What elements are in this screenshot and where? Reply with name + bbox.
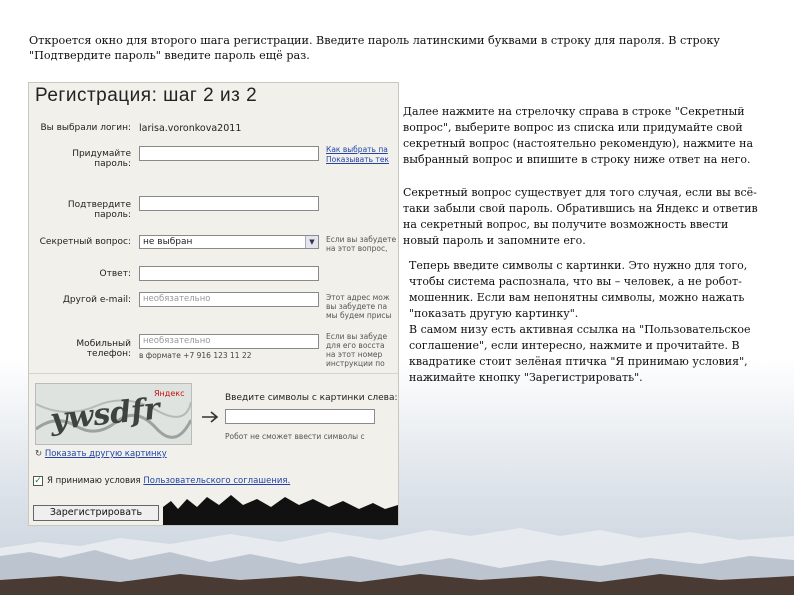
form-title: Регистрация: шаг 2 из 2	[35, 85, 258, 106]
agree-text: Я принимаю условия	[47, 476, 141, 486]
captcha-instructions: Теперь введите символы с картинки. Это нужно для того, чтобы система распознала, что вы – человек, а не робот-мошенник. Если вам непонятны символы, можно нажать "показать другую картинку".	[409, 259, 748, 320]
mountain-landscape-graphic	[0, 522, 794, 595]
login-value: larisa.voronkova2011	[139, 123, 242, 134]
secret-question-instructions: Далее нажмите на стрелочку справа в строке "Секретный вопрос", выберите вопрос из списка или придумайте свой секретный вопрос (настоятельно рекомендую), нажмите на выбранный вопрос и впишите в строку ниже ответ на него.	[403, 105, 754, 166]
registration-form-screenshot	[28, 82, 399, 526]
confirm-password-input[interactable]	[139, 196, 319, 211]
captcha-image	[35, 383, 192, 445]
answer-label: Ответ:	[99, 269, 131, 279]
captcha-label: Введите символы с картинки слева:	[225, 393, 398, 403]
intro-text	[29, 33, 769, 63]
captcha-characters: ywsdfr	[48, 391, 162, 438]
password-help-link[interactable]: Как выбрать па	[326, 145, 388, 154]
secret-question-value: не выбран	[143, 237, 193, 247]
user-agreement-link[interactable]: Пользовательского соглашения.	[143, 476, 291, 486]
login-label: Вы выбрали логин:	[40, 123, 131, 133]
password-label: Придумайте пароль:	[72, 149, 131, 169]
refresh-icon: ↻	[35, 449, 43, 459]
phone-hint-1: Если вы забуде	[326, 332, 388, 341]
email-hint-3: мы будем присы	[326, 311, 392, 320]
intro-line-2: "Подтвердите пароль" введите пароль ещё раз.	[29, 49, 310, 62]
captcha-hint: Робот не сможет ввести символы с	[225, 432, 365, 441]
email-hint-2: вы забудете па	[326, 302, 388, 311]
register-button[interactable]: Зарегистрировать	[33, 505, 159, 521]
arrow-right-icon	[201, 409, 221, 425]
agreement-instructions: В самом низу есть активная ссылка на "Пользовательское соглашение", если интересно, нажмите и прочитайте. В квадратике стоит зелёная птичка "Я принимаю условия", нажимайте кнопку "Зарегистрировать".	[409, 323, 751, 384]
agree-label	[47, 476, 290, 486]
intro-line-1: Откроется окно для второго шага регистрации. Введите пароль латинскими буквами в строку для пароля. В строку	[29, 34, 720, 47]
refresh-captcha-text: Показать другую картинку	[44, 449, 167, 459]
email-hint-1: Этот адрес мож	[326, 293, 390, 302]
secret-question-label: Секретный вопрос:	[39, 237, 131, 247]
confirm-password-label: Подтвердите пароль:	[67, 200, 131, 220]
phone-hint-2: для его восста	[326, 341, 385, 350]
phone-format-hint: в формате +7 916 123 11 22	[139, 351, 252, 360]
secret-question-select[interactable]	[139, 235, 319, 249]
answer-input[interactable]	[139, 266, 319, 281]
email-input[interactable]: необязательно	[139, 292, 319, 307]
show-password-link[interactable]: Показывать тек	[326, 155, 389, 164]
refresh-captcha-link[interactable]	[35, 449, 167, 459]
secret-question-purpose: Секретный вопрос существует для того случая, если вы всё-таки забыли свой пароль. Обратившись на Яндекс и ответив на секретный вопрос, вы получите возможность ввести новый пароль и запомните его.	[403, 186, 758, 247]
torn-edge-graphic	[163, 493, 398, 525]
agree-checkbox[interactable]: ✓	[34, 476, 42, 486]
email-label: Другой e-mail:	[62, 295, 131, 305]
phone-hint-3: на этот номер	[326, 350, 383, 359]
phone-label: Мобильный телефон:	[76, 339, 131, 359]
captcha-noise-graphic	[36, 384, 191, 444]
secret-hint-2: на этот вопрос,	[326, 244, 388, 253]
phone-hint-4: инструкции по	[326, 359, 385, 368]
password-input[interactable]	[139, 146, 319, 161]
divider	[29, 373, 398, 374]
chevron-down-icon[interactable]: ▼	[305, 236, 318, 248]
yandex-logo: Яндекс	[154, 389, 185, 398]
phone-input[interactable]: необязательно	[139, 334, 319, 349]
secret-hint-1: Если вы забудете	[326, 235, 397, 244]
captcha-input[interactable]	[225, 409, 375, 424]
